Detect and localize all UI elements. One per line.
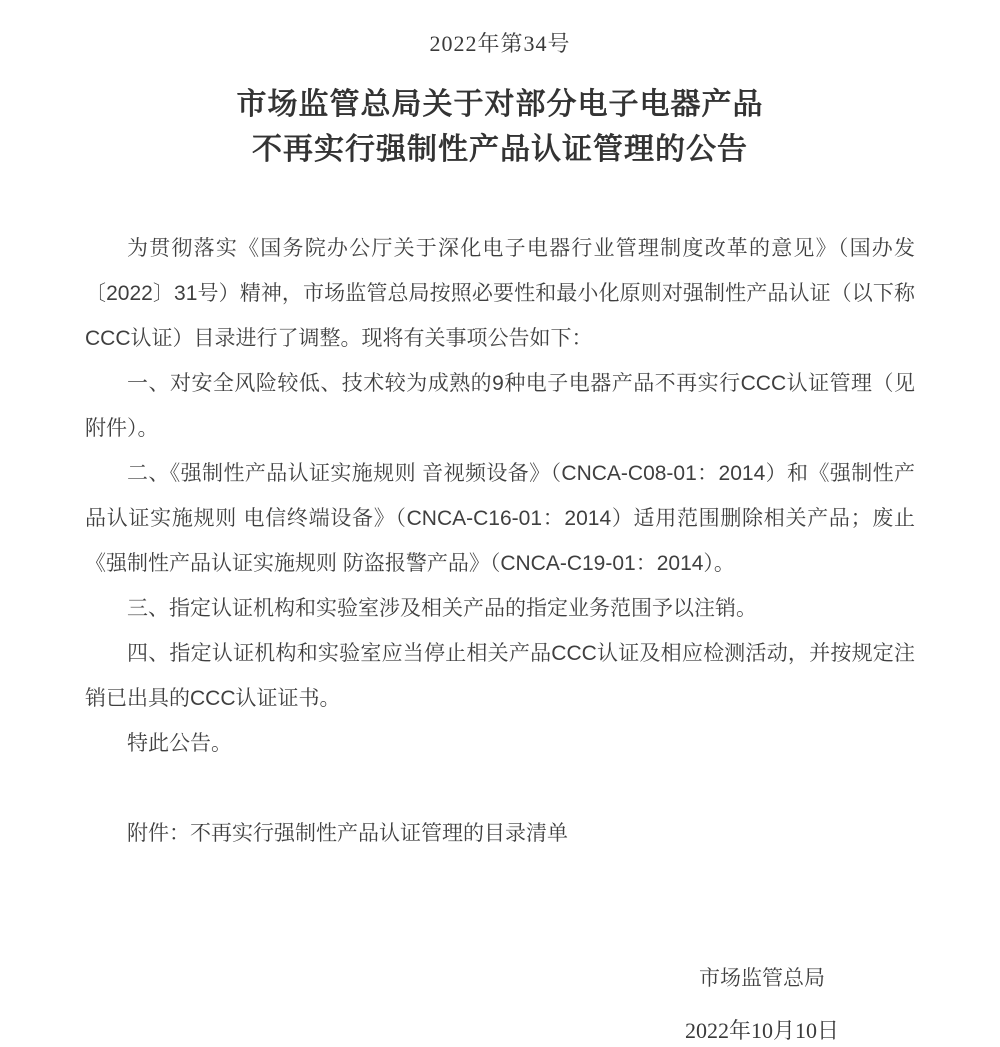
document-number: 2022年第34号	[429, 31, 571, 56]
paragraph-item-1: 一、对安全风险较低、技术较为成熟的9种电子电器产品不再实行CCC认证管理（见附件）。	[85, 372, 915, 440]
signature-block	[612, 964, 912, 1046]
paragraph-closing: 特此公告。	[127, 732, 232, 755]
paragraph-item-2: 二、《强制性产品认证实施规则 音视频设备》（CNCA-C08-01：2014）和《强制性产品认证实施规则 电信终端设备》（CNCA-C16-01：2014）适用范围删除相关产品；废止《强制性产品认证实施规则 防盗报警产品》（CNCA-C19-01：2014）。	[85, 462, 915, 575]
attachment-line: 附件：不再实行强制性产品认证管理的目录清单	[127, 822, 568, 845]
page-title-line1: 市场监管总局关于对部分电子电器产品	[236, 88, 764, 121]
paragraph-item-4: 四、指定认证机构和实验室应当停止相关产品CCC认证及相应检测活动，并按规定注销已出具的CCC认证证书。	[85, 642, 915, 710]
document-body	[0, 226, 1000, 766]
page-title-line2: 不再实行强制性产品认证管理的公告	[252, 133, 748, 166]
signature-agency: 市场监管总局	[699, 967, 825, 990]
signature-date: 2022年10月10日	[684, 1018, 839, 1043]
paragraph-item-3: 三、指定认证机构和实验室涉及相关产品的指定业务范围予以注销。	[127, 597, 757, 620]
page-title	[0, 82, 1000, 172]
paragraph-intro: 为贯彻落实《国务院办公厅关于深化电子电器行业管理制度改革的意见》（国办发〔2022〕31号）精神，市场监管总局按照必要性和最小化原则对强制性产品认证（以下称CCC认证）目录进行了调整。现将有关事项公告如下：	[85, 237, 915, 350]
